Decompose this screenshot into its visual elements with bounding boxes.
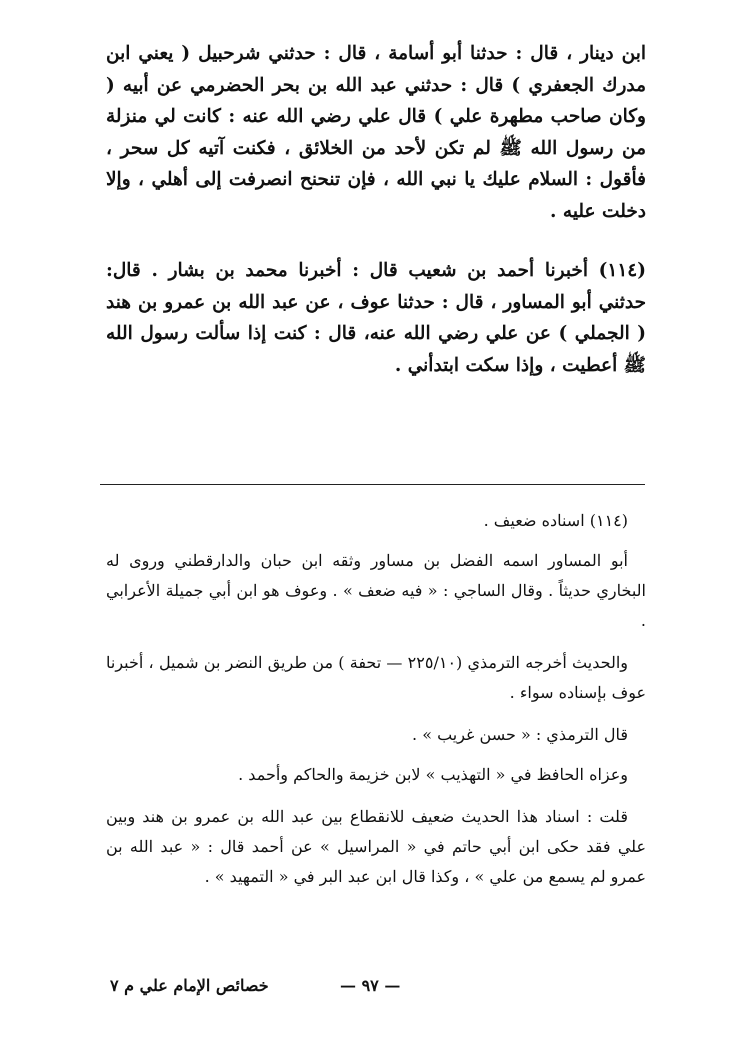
page-number: — ٩٧ — <box>340 976 401 995</box>
footnote-author-note: قلت : اسناد هذا الحديث ضعيف للانقطاع بين عبد الله بن عمرو بن هند وبين علي فقد حكى ابن أبي حاتم في « المراسيل » عن أحمد قال : « عبد الله بن عمرو لم يسمع من علي » ، وكذا قال ابن عبد البر في « التمهيد » . <box>106 807 646 886</box>
main-text-block <box>106 38 646 227</box>
page-footer <box>100 976 645 1006</box>
footnotes-section <box>106 506 646 904</box>
footer-book-title: خصائص الإمام علي م ٧ <box>110 976 269 995</box>
footnote-hafiz-attribution: وعزاه الحافظ في « التهذيب » لابن خزيمة والحاكم وأحمد . <box>238 765 628 784</box>
main-text-paragraph: ابن دينار ، قال : حدثنا أبو أسامة ، قال : حدثني شرحبيل ( يعني ابن مدرك الجعفري ) قال : حدثني عبد الله بن بحر الحضرمي عن أبيه ( وكان صاحب مطهرة علي ) قال علي رضي الله عنه : كانت لي منزلة من رسول الله ﷺ لم تكن لأحد من الخلائق ، فكنت آتيه كل سحر ، فأقول : السلام عليك يا نبي الله ، فإن تنحنح انصرفت إلى أهلي ، وإلا دخلت عليه . <box>106 43 646 222</box>
hadith-114-block <box>106 255 646 381</box>
footnote-grading: (١١٤) اسناده ضعيف . <box>483 511 628 530</box>
hadith-114-paragraph: (١١٤) أخبرنا أحمد بن شعيب قال : أخبرنا محمد بن بشار . قال: حدثني أبو المساور ، قال : حدثنا عوف ، عن عبد الله بن عمرو بن هند ( الجملي ) عن علي رضي الله عنه، قال : كنت إذا سألت رسول الله ﷺ أعطيت ، وإذا سكت ابتدأني . <box>106 260 646 376</box>
footnote-tirmidhi-source: والحديث أخرجه الترمذي (٢٢٥/١٠ — تحفة ) من طريق النضر بن شميل ، أخبرنا عوف بإسناده سواء . <box>106 653 646 702</box>
footnote-narrators: أبو المساور اسمه الفضل بن مساور وثقه ابن حبان والدارقطني وروى له البخاري حديثاً . وقال الساجي : « فيه ضعف » . وعوف هو ابن أبي جميلة الأعرابي . <box>106 551 646 630</box>
footnote-tirmidhi-ruling: قال الترمذي : « حسن غريب » . <box>412 725 628 744</box>
footnote-divider <box>100 484 645 485</box>
